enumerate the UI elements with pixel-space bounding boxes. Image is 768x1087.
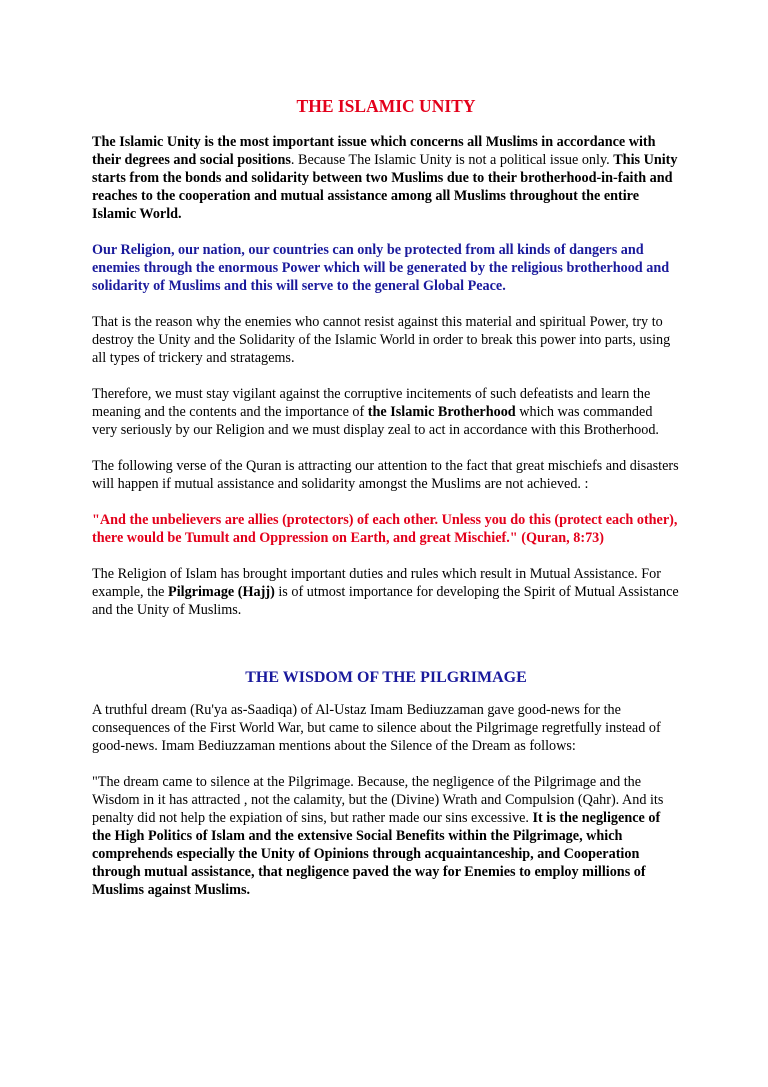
enemies-paragraph: That is the reason why the enemies who cannot resist against this material and spiritual Power, try to destroy the Unity and the Solidarity of the Islamic World in order to break this power into parts, using all types of trickery and stratagems. — [92, 314, 671, 366]
page-title: THE ISLAMIC UNITY — [296, 96, 476, 116]
vigilance-paragraph — [92, 385, 680, 439]
pilgrimage-term: Pilgrimage (Hajj) — [168, 584, 275, 600]
islamic-brotherhood-term: the Islamic Brotherhood — [367, 404, 516, 420]
duties-before: The Religion of Islam has brought important duties and rules which result in Mutual Assistance. For example, the — [92, 566, 661, 600]
duties-after: is of utmost importance for developing the Spirit of Mutual Assistance and the Unity of Muslims. — [92, 584, 679, 618]
dream-quote-bold: It is the negligence of the High Politics of Islam and the extensive Social Benefits within the Pilgrimage, which comprehends especially the Unity of Opinions through acquaintanceship, and Cooperation through mutual assistance, that negligence paved the way for Enemies to employ millions of Muslims against Muslims. — [92, 810, 661, 898]
verse-intro-paragraph: The following verse of the Quran is attracting our attention to the fact that great mischiefs and disasters will happen if mutual assistance and solidarity amongst the Muslims are not achieved. : — [92, 458, 679, 492]
quran-quote: "And the unbelievers are allies (protectors) of each other. Unless you do this (protect each other), there would be Tumult and Oppression on Earth, and great Mischief." (Quran, 8:73) — [92, 512, 678, 546]
section-heading-pilgrimage: THE WISDOM OF THE PILGRIMAGE — [245, 669, 527, 686]
dream-quote-paragraph — [92, 773, 680, 899]
intro-bold-a: The Islamic Unity is the most important issue which concerns all Muslims in accordance with their degrees and social positions — [92, 134, 656, 168]
religion-duties-paragraph — [92, 565, 680, 619]
vigilance-before: Therefore, we must stay vigilant against the corruptive incitements of such defeatists and learn the meaning and the contents and the importance of — [92, 386, 651, 420]
protection-paragraph: Our Religion, our nation, our countries can only be protected from all kinds of dangers and enemies through the enormous Power which will be generated by the religious brotherhood and solidarity of Muslims and this will serve to the general Global Peace. — [92, 242, 670, 294]
intro-bold-b: This Unity starts from the bonds and solidarity between two Muslims due to their brotherhood-in-faith and reaches to the cooperation and mutual assistance among all Muslims throughout the entire Islamic World. — [92, 152, 678, 222]
vigilance-after: which was commanded very seriously by our Religion and we must display zeal to act in accordance with this Brotherhood. — [92, 404, 659, 438]
intro-paragraph — [92, 133, 680, 223]
dream-paragraph: A truthful dream (Ru'ya as-Saadiqa) of Al-Ustaz Imam Bediuzzaman gave good-news for the consequences of the First World War, but came to silence about the Pilgrimage regretfully instead of good-news. Imam Bediuzzaman mentions about the Silence of the Dream as follows: — [92, 702, 661, 754]
intro-normal: . Because The Islamic Unity is not a political issue only. — [290, 152, 614, 168]
dream-quote-normal: "The dream came to silence at the Pilgrimage. Because, the negligence of the Pilgrimage and the Wisdom in it has attracted , not the calamity, but the (Divine) Wrath and Compulsion (Qahr). And its penalty did not help the expiation of sins, but rather made our sins excessive. — [92, 774, 664, 826]
